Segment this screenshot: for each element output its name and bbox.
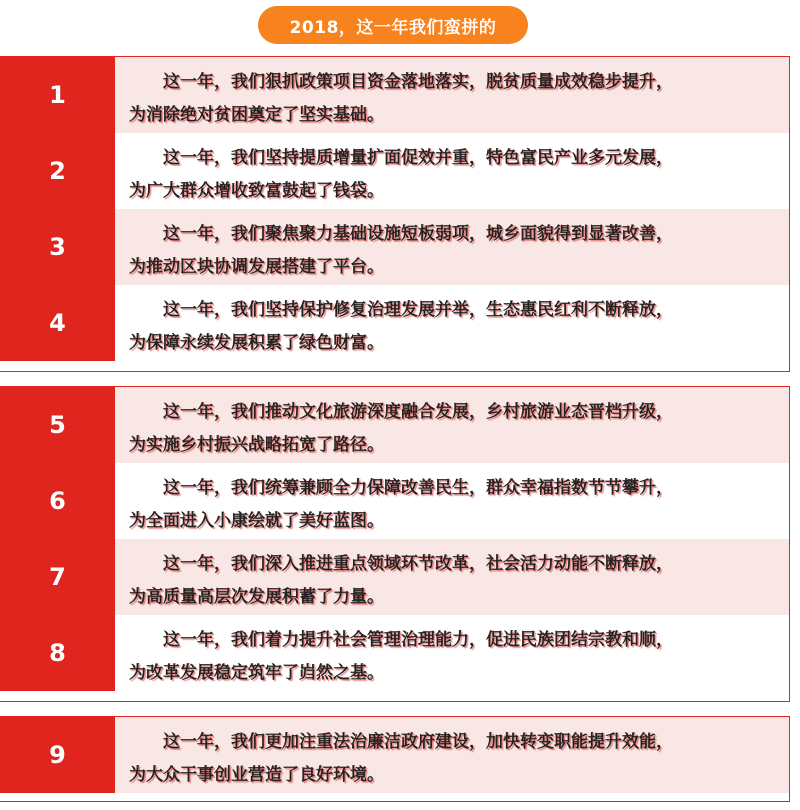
item-number: 1: [0, 57, 115, 133]
item-line-1: 这一年，我们深入推进重点领域环节改革，社会活力动能不断释放，: [163, 554, 673, 574]
item-line-1: 这一年，我们狠抓政策项目资金落地落实，脱贫质量成效稳步提升，: [163, 72, 673, 92]
item-line-1: 这一年，我们坚持提质增量扩面促效并重，特色富民产业多元发展，: [163, 148, 673, 168]
page-title: 2018，这一年我们蛮拼的: [258, 6, 528, 44]
item-line-1: 这一年，我们聚焦聚力基础设施短板弱项，城乡面貌得到显著改善，: [163, 224, 673, 244]
list-item: [0, 717, 789, 793]
item-text: [115, 133, 789, 209]
item-line-1: 这一年，我们统筹兼顾全力保障改善民生，群众幸福指数节节攀升，: [163, 478, 673, 498]
list-item: [0, 539, 789, 615]
item-number: 2: [0, 133, 115, 209]
item-line-2: 为高质量高层次发展积蓄了力量。: [129, 587, 384, 607]
achievement-group-2: [0, 386, 790, 702]
item-line-1: 这一年，我们坚持保护修复治理发展并举，生态惠民红利不断释放，: [163, 300, 673, 320]
item-text: [115, 717, 789, 793]
item-text: [115, 209, 789, 285]
item-number: 4: [0, 285, 115, 361]
item-line-1: 这一年，我们推动文化旅游深度融合发展，乡村旅游业态晋档升级，: [163, 402, 673, 422]
list-item: [0, 285, 789, 361]
item-line-1: 这一年，我们着力提升社会管理治理能力，促进民族团结宗教和顺，: [163, 630, 673, 650]
list-item: [0, 615, 789, 691]
item-line-2: 为保障永续发展积累了绿色财富。: [129, 333, 384, 353]
item-line-2: 为改革发展稳定筑牢了岿然之基。: [129, 663, 384, 683]
item-line-2: 为实施乡村振兴战略拓宽了路径。: [129, 435, 384, 455]
item-line-2: 为全面进入小康绘就了美好蓝图。: [129, 511, 384, 531]
item-number: 5: [0, 387, 115, 463]
item-number: 7: [0, 539, 115, 615]
item-text: [115, 539, 789, 615]
list-item: [0, 209, 789, 285]
list-item: [0, 463, 789, 539]
item-text: [115, 57, 789, 133]
achievement-group-3: [0, 716, 790, 802]
item-number: 8: [0, 615, 115, 691]
item-number: 6: [0, 463, 115, 539]
list-item: [0, 133, 789, 209]
item-number: 9: [0, 717, 115, 793]
item-line-2: 为消除绝对贫困奠定了坚实基础。: [129, 105, 384, 125]
item-text: [115, 463, 789, 539]
item-line-2: 为大众干事创业营造了良好环境。: [129, 765, 384, 785]
list-item: [0, 57, 789, 133]
item-line-1: 这一年，我们更加注重法治廉洁政府建设，加快转变职能提升效能，: [163, 732, 673, 752]
item-line-2: 为广大群众增收致富鼓起了钱袋。: [129, 181, 384, 201]
item-number: 3: [0, 209, 115, 285]
list-item: [0, 387, 789, 463]
item-text: [115, 387, 789, 463]
item-line-2: 为推动区块协调发展搭建了平台。: [129, 257, 384, 277]
achievement-group-1: [0, 56, 790, 372]
item-text: [115, 285, 789, 361]
item-text: [115, 615, 789, 691]
